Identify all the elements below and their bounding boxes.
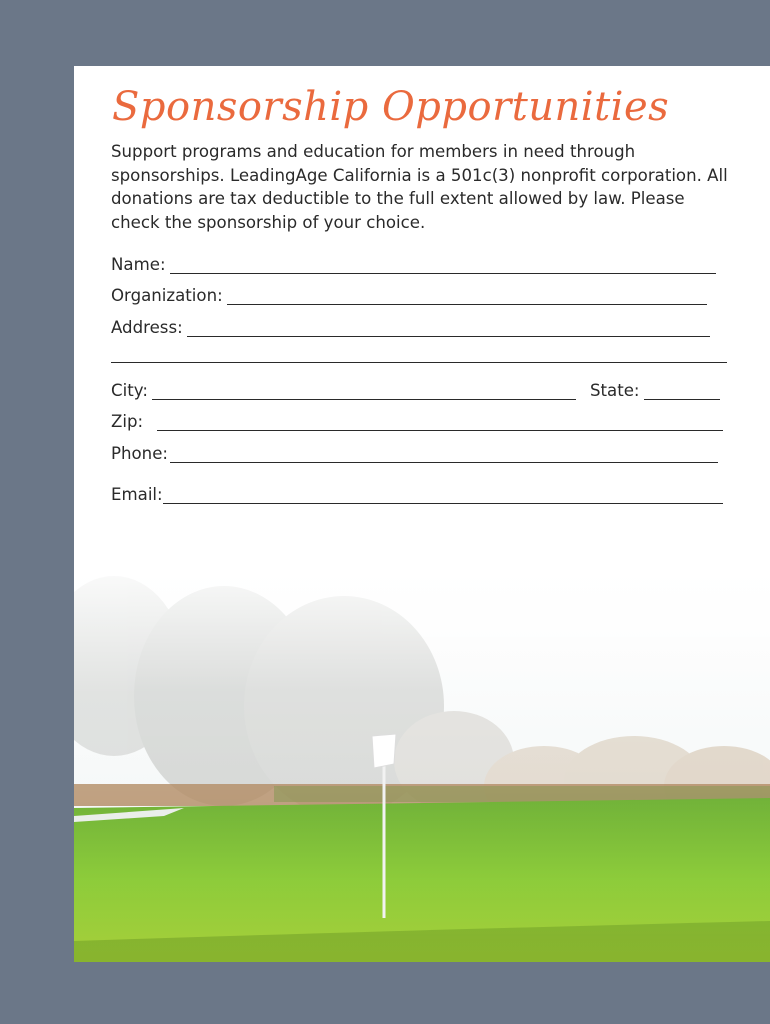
state-field[interactable] xyxy=(590,376,720,400)
address-field[interactable] xyxy=(111,313,710,337)
phone-label: Phone: xyxy=(111,444,168,463)
organization-field[interactable] xyxy=(111,281,707,305)
phone-line[interactable] xyxy=(170,444,718,463)
state-label: State: xyxy=(590,381,640,400)
name-line[interactable] xyxy=(170,255,716,274)
address-label: Address: xyxy=(111,318,183,337)
form-sheet xyxy=(74,66,770,962)
address-line-2[interactable] xyxy=(111,362,727,363)
city-label: City: xyxy=(111,381,148,400)
zip-field[interactable] xyxy=(111,407,723,431)
name-field[interactable] xyxy=(111,250,716,274)
organization-line[interactable] xyxy=(227,286,707,305)
phone-field[interactable] xyxy=(111,439,718,463)
page-title: Sponsorship Opportunities xyxy=(112,84,670,130)
zip-line[interactable] xyxy=(157,412,723,431)
organization-label: Organization: xyxy=(111,286,223,305)
name-label: Name: xyxy=(111,255,166,274)
state-line[interactable] xyxy=(644,381,720,400)
intro-paragraph: Support programs and education for members in need through sponsorships. LeadingAge California is a 501c(3) nonprofit corporation. All donations are tax deductible to the full extent allowed by law. Please check the sponsorship of your choice. xyxy=(111,142,728,232)
email-label: Email: xyxy=(111,485,163,504)
zip-label: Zip: xyxy=(111,412,144,431)
email-field[interactable] xyxy=(111,480,723,504)
golf-course-image xyxy=(74,546,770,962)
city-line[interactable] xyxy=(152,381,576,400)
email-line[interactable] xyxy=(163,485,723,504)
address-line[interactable] xyxy=(187,318,710,337)
city-field[interactable] xyxy=(111,376,576,400)
